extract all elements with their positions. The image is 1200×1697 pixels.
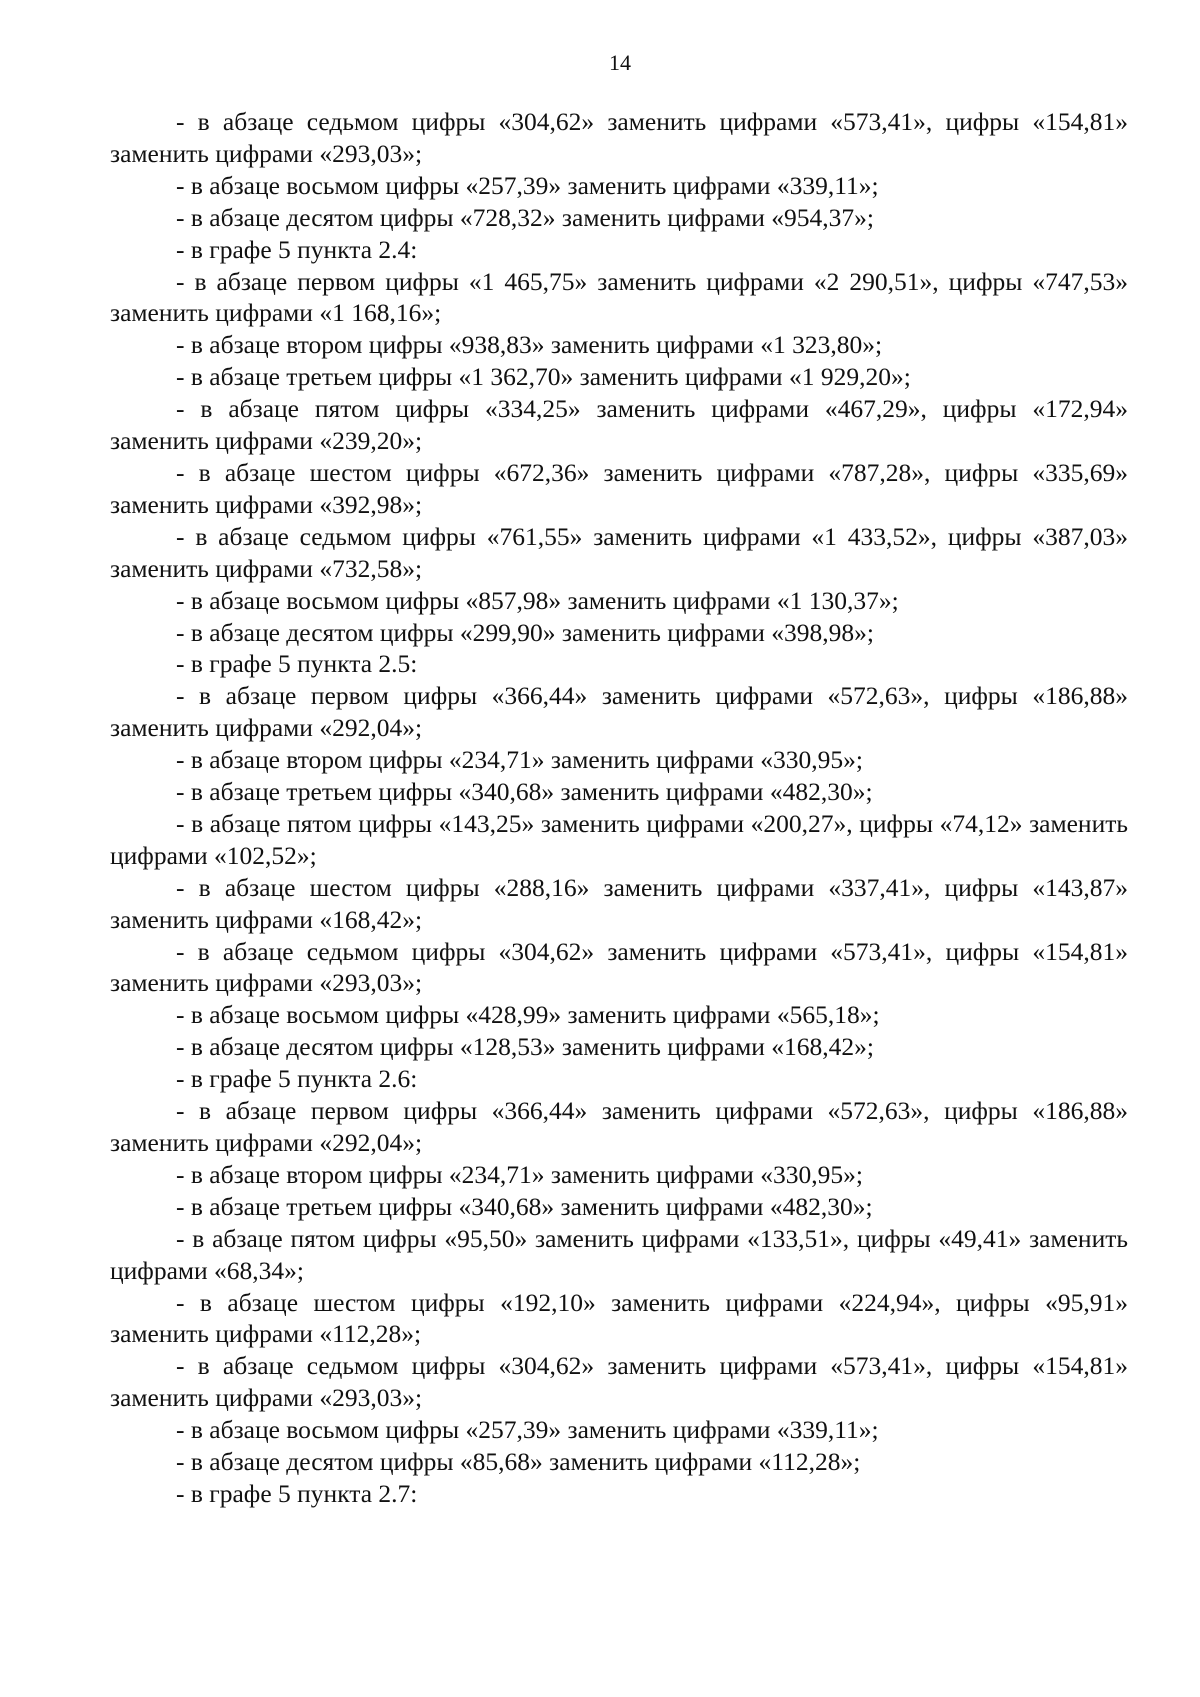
paragraph: - в абзаце пятом цифры «334,25» заменить цифрами «467,29», цифры «172,94» заменить цифрами «239,20»; [110, 394, 1128, 456]
paragraph: - в абзаце третьем цифры «1 362,70» заменить цифрами «1 929,20»; [176, 362, 911, 392]
paragraph: - в абзаце восьмом цифры «428,99» заменить цифрами «565,18»; [176, 1000, 880, 1030]
paragraph: - в абзаце восьмом цифры «257,39» заменить цифрами «339,11»; [176, 170, 879, 200]
paragraph: - в абзаце седьмом цифры «761,55» заменить цифрами «1 433,52», цифры «387,03» заменить цифрами «732,58»; [110, 521, 1128, 583]
paragraph: - в абзаце третьем цифры «340,68» заменить цифрами «482,30»; [176, 1191, 873, 1221]
paragraph: - в абзаце шестом цифры «192,10» заменить цифрами «224,94», цифры «95,91» заменить цифрами «112,28»; [110, 1287, 1128, 1349]
paragraph: - в абзаце первом цифры «366,44» заменить цифрами «572,63», цифры «186,88» заменить цифрами «292,04»; [110, 1096, 1128, 1157]
paragraph: - в абзаце втором цифры «234,71» заменить цифрами «330,95»; [176, 745, 863, 775]
paragraph: - в абзаце десятом цифры «85,68» заменить цифрами «112,28»; [176, 1447, 861, 1477]
paragraph: - в абзаце седьмом цифры «304,62» заменить цифрами «573,41», цифры «154,81» заменить цифрами «293,03»; [110, 936, 1128, 998]
paragraph: - в абзаце первом цифры «1 465,75» заменить цифрами «2 290,51», цифры «747,53» заменить цифрами «1 168,16»; [110, 266, 1128, 328]
paragraph: - в абзаце восьмом цифры «857,98» заменить цифрами «1 130,37»; [176, 585, 899, 615]
paragraph: - в абзаце шестом цифры «288,16» заменить цифрами «337,41», цифры «143,87» заменить цифрами «168,42»; [110, 872, 1128, 934]
paragraph: - в абзаце пятом цифры «95,50» заменить цифрами «133,51», цифры «49,41» заменить цифрами «68,34»; [110, 1223, 1128, 1285]
paragraph: - в абзаце десятом цифры «128,53» заменить цифрами «168,42»; [176, 1032, 874, 1062]
paragraph: - в абзаце втором цифры «234,71» заменить цифрами «330,95»; [176, 1159, 863, 1189]
paragraph: - в абзаце третьем цифры «340,68» заменить цифрами «482,30»; [176, 777, 873, 807]
paragraph: - в абзаце седьмом цифры «304,62» заменить цифрами «573,41», цифры «154,81» заменить цифрами «293,03»; [110, 1351, 1128, 1413]
paragraph: - в графе 5 пункта 2.7: [176, 1478, 418, 1508]
paragraph: - в абзаце седьмом цифры «304,62» заменить цифрами «573,41», цифры «154,81» заменить цифрами «293,03»; [110, 107, 1128, 168]
paragraph: - в абзаце восьмом цифры «257,39» заменить цифрами «339,11»; [176, 1415, 879, 1445]
paragraph: - в графе 5 пункта 2.4: [176, 234, 418, 264]
paragraph: - в абзаце втором цифры «938,83» заменить цифрами «1 323,80»; [176, 330, 883, 360]
page-number: 14 [609, 50, 631, 75]
paragraph: - в абзаце десятом цифры «728,32» заменить цифрами «954,37»; [176, 202, 874, 232]
paragraph: - в графе 5 пункта 2.6: [176, 1064, 418, 1094]
paragraph: - в графе 5 пункта 2.5: [176, 649, 418, 679]
paragraph: - в абзаце пятом цифры «143,25» заменить цифрами «200,27», цифры «74,12» заменить цифрами «102,52»; [110, 808, 1128, 870]
paragraph: - в абзаце десятом цифры «299,90» заменить цифрами «398,98»; [176, 617, 874, 647]
paragraph: - в абзаце первом цифры «366,44» заменить цифрами «572,63», цифры «186,88» заменить цифрами «292,04»; [110, 681, 1128, 743]
document-body [110, 106, 1128, 1510]
paragraph: - в абзаце шестом цифры «672,36» заменить цифрами «787,28», цифры «335,69» заменить цифрами «392,98»; [110, 457, 1128, 519]
